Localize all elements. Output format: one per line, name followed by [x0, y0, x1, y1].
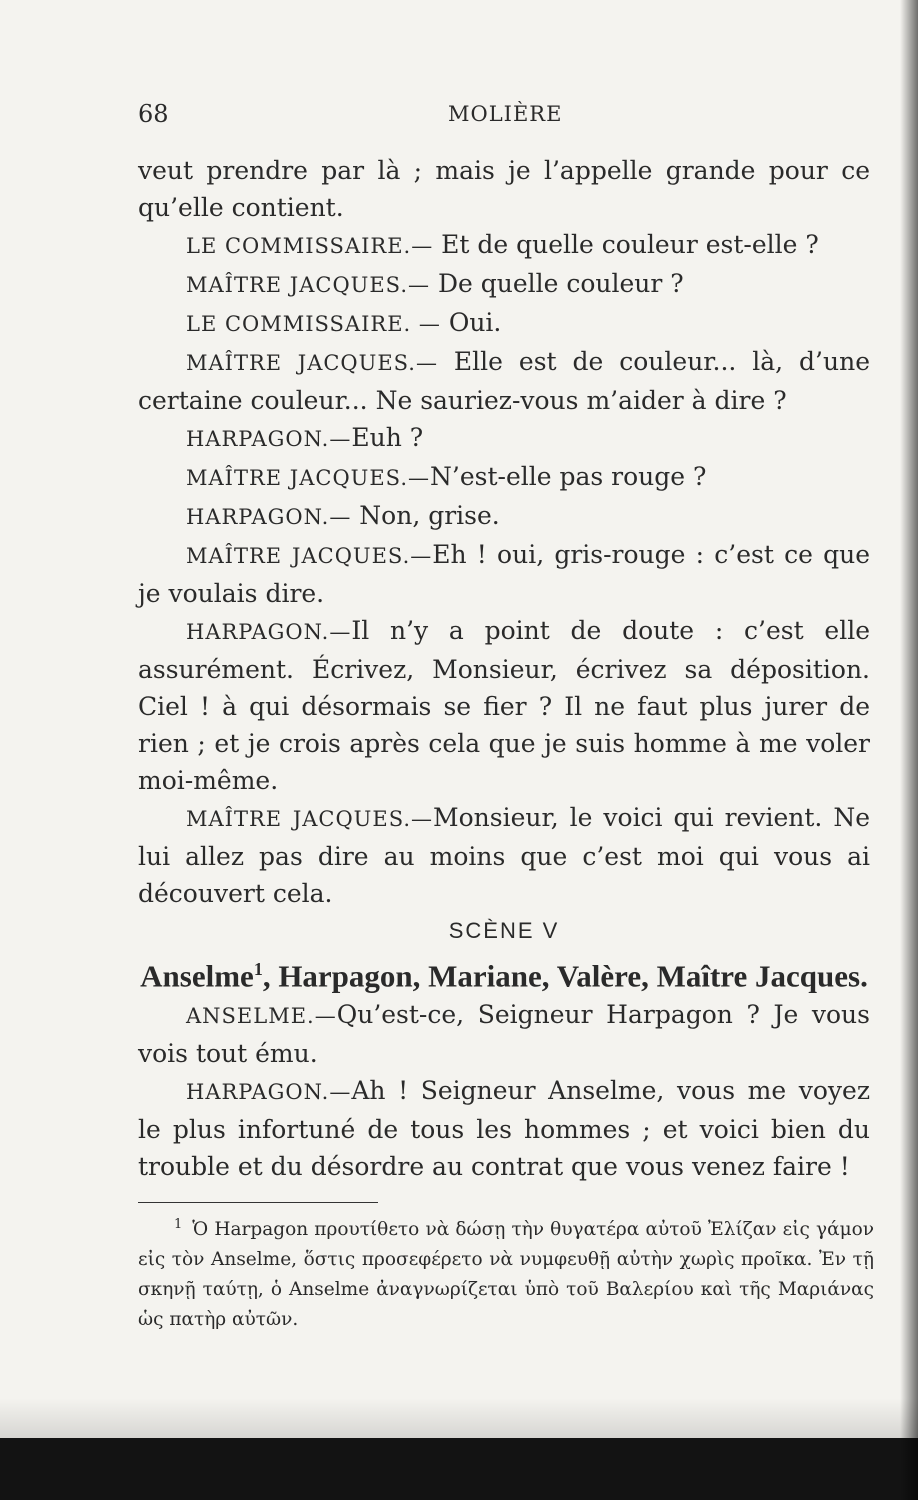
dialogue-text: Ah ! Seigneur Anselme, vous me voyez le plus infortuné de tous les hommes ; et voici bien du trouble et du désordre au contrat que vous venez faire ! [138, 1076, 870, 1182]
dialogue-line [138, 419, 870, 458]
speaker-name: MAÎTRE JACQUES.— [186, 807, 434, 831]
cast-first-name: Anselme [140, 958, 254, 994]
dialogue-text: Il n’y a point de doute : c’est elle assurément. Écrivez, Monsieur, écrivez sa déposition. Ciel ! à qui désormais se fier ? Il ne faut plus jurer de rien ; et je crois après cela que je suis homme à me voler moi-même. [138, 616, 870, 795]
dialogue-line [138, 265, 870, 304]
dialogue-text: Non, grise. [351, 501, 500, 530]
dialogue-line [138, 343, 870, 419]
dialogue-line [138, 996, 870, 1072]
dialogue-line [138, 612, 870, 799]
page-body [138, 152, 870, 1185]
dialogue-line [138, 536, 870, 612]
running-title: MOLIÈRE [448, 102, 563, 126]
scan-shadow [0, 1398, 918, 1438]
footnote-divider [138, 1202, 378, 1203]
speaker-name: LE COMMISSAIRE. — [186, 312, 441, 336]
cast-list [138, 949, 870, 996]
scan-right-edge [900, 0, 918, 1500]
page-header [0, 100, 918, 134]
dialogue-text: Oui. [440, 308, 502, 337]
dialogue-text: Eh ! oui, gris-rouge : c’est ce que je voulais dire. [138, 540, 870, 608]
scan-bottom-edge [0, 1438, 918, 1500]
dialogue-text: Qu’est-ce, Seigneur Harpagon ? Je vous vois tout ému. [138, 1000, 870, 1069]
speaker-name: MAÎTRE JACQUES.— [186, 466, 430, 490]
dialogue-line [138, 458, 870, 497]
dialogue-line [138, 304, 870, 343]
cast-rest: , Harpagon, Mariane, Valère, Maître Jacques. [262, 958, 868, 994]
footnote-text: Ὁ Harpagon προυτίθετο νὰ δώσῃ τὴν θυγατέρα αὐτοῦ Ἐλίζαν εἰς γάμον εἰς τὸν Anselme, ὅστις προσεφέρετο νὰ νυμφευθῇ αὐτὴν χωρὶς προῖκα. Ἐν τῇ σκηνῇ ταύτῃ, ὁ Anselme ἀναγνωρίζεται ὑπὸ τοῦ Βαλερίου καὶ τῆς Μαριάνας ὡς πατὴρ αὐτῶν. [138, 1219, 874, 1331]
dialogue-text: Monsieur, le voici qui revient. Ne lui allez pas dire au moins que c’est moi qui vous ai découvert cela. [138, 803, 870, 908]
dialogue-text: Et de quelle couleur est-elle ? [433, 230, 819, 259]
scene-heading: SCÈNE V [448, 918, 560, 943]
speaker-name: MAÎTRE JACQUES.— [186, 273, 430, 297]
speaker-name: HARPAGON.— [186, 620, 352, 644]
speaker-name: LE COMMISSAIRE.— [186, 234, 434, 258]
dialogue-text: N’est-elle pas rouge ? [430, 462, 707, 491]
speaker-name: HARPAGON.— [186, 1080, 352, 1105]
speaker-name: HARPAGON.— [186, 427, 352, 451]
footnote [138, 1210, 874, 1335]
dialogue-line [138, 1072, 870, 1185]
speaker-name: ANSELME.— [186, 1004, 337, 1029]
footnote-number: 1 [174, 1217, 183, 1232]
speaker-name: HARPAGON.— [186, 505, 352, 529]
speaker-name: MAÎTRE JACQUES.— [186, 351, 438, 375]
dialogue-line [138, 497, 870, 536]
footnote-marker: 1 [253, 959, 263, 979]
speaker-name: MAÎTRE JACQUES.— [186, 544, 433, 568]
dialogue-line [138, 226, 870, 265]
dialogue-text: Euh ? [351, 423, 424, 452]
dialogue-line [138, 799, 870, 912]
paragraph-continuation: veut prendre par là ; mais je l’appelle grande pour ce qu’elle contient. [138, 156, 870, 222]
dialogue-text: De quelle couleur ? [430, 269, 684, 298]
dialogue-text: Elle est de couleur... là, d’une certaine couleur... Ne sauriez-vous m’aider à dire ? [138, 347, 871, 415]
page-number: 68 [138, 100, 169, 128]
